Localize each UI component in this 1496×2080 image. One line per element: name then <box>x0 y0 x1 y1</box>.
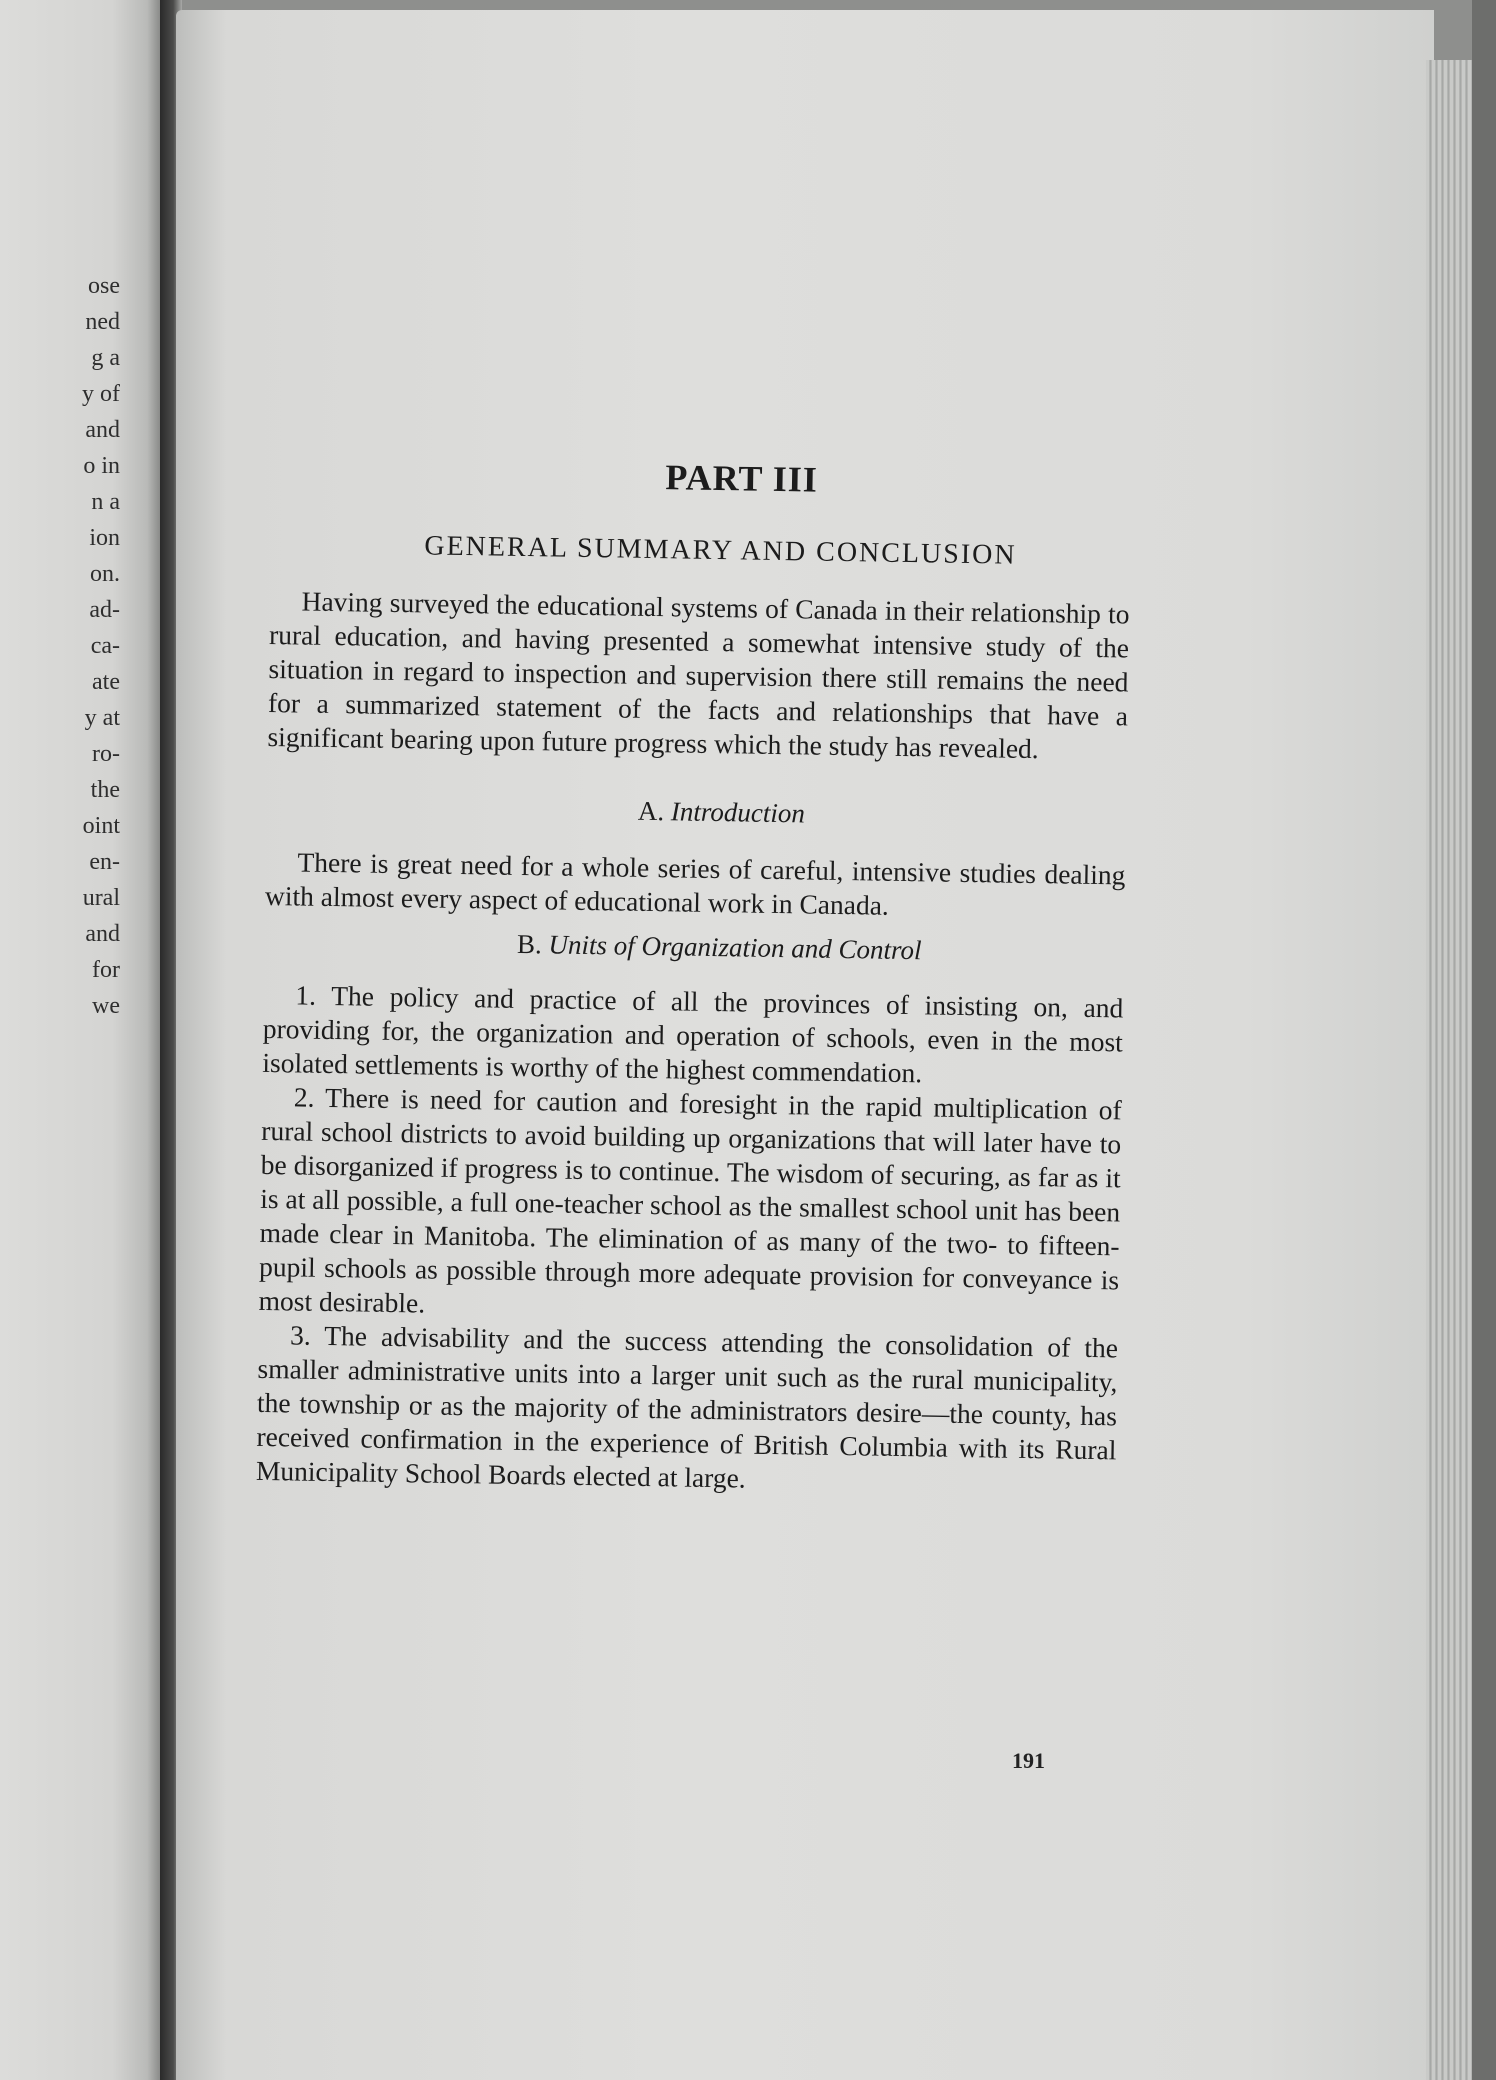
fragment-line: oint <box>82 813 120 839</box>
fragment-line: ca- <box>90 633 120 659</box>
subsection-b-letter: B. <box>516 928 542 960</box>
page-text-block <box>256 450 1132 1501</box>
subsection-a-paragraph: There is great need for a whole series of careful, intensive studies dealing with almost every aspect of educational work in Canada. <box>264 846 1126 921</box>
fragment-line: y at <box>84 705 120 731</box>
fragment-line: on. <box>90 561 120 587</box>
subsection-a-title: Introduction <box>670 796 806 829</box>
fragment-line: n a <box>91 489 120 515</box>
fragment-line: ose <box>88 273 120 299</box>
fragment-line: ro- <box>92 741 120 767</box>
fragment-line: we <box>92 993 120 1019</box>
outer-background <box>1472 0 1496 2080</box>
subsection-a-letter: A. <box>637 795 665 827</box>
fragment-line: and <box>85 417 120 443</box>
part-title: PART III <box>665 457 819 500</box>
numbered-item: 1. The policy and practice of all the provinces of insisting on, and providing for, the organization and operation of schools, even in the most isolated settlements is worthy of the highest commendation. <box>262 979 1124 1089</box>
fragment-line: ural <box>82 885 120 911</box>
left-facing-page <box>0 0 160 2080</box>
subsection-b-title: Units of Organization and Control <box>548 929 922 966</box>
numbered-item: 2. There is need for caution and foresight in the rapid multiplication of rural school districts to avoid building up organizations that will later have to be disorganized if progress is to continue. The wisdom of securing, as far as it is at all possible, a full one-teacher school as the smallest school unit has been made clear in Manitoba. The elimination of as many of the two- to fifteen-pupil schools as possible through more adequate provision for conveyance is most desirable. <box>258 1081 1122 1319</box>
fragment-line: y of <box>82 381 120 407</box>
page-number: 191 <box>1012 1748 1045 1773</box>
fragment-line: ad- <box>89 597 120 623</box>
fragment-line: o in <box>83 453 120 479</box>
page-edges <box>1426 60 1472 2080</box>
fragment-line: and <box>85 921 120 947</box>
subsection-a-heading <box>266 790 1126 835</box>
fragment-line: ned <box>85 309 120 335</box>
numbered-item: 3. The advisability and the success attending the consolidation of the smaller administrative units into a larger unit such as the rural municipality, the township or as the majority of the administrators desire—the county, has received confirmation in the experience of British Columbia with its Rural Municipality School Boards elected at large. <box>255 1319 1119 1494</box>
left-page-text-fragments <box>82 268 120 1024</box>
intro-paragraph: Having surveyed the educational systems of Canada in their relationship to rural education, and having presented a somewhat intensive study of the situation in regard to inspection and supervision there still remains the need for a summarized statement of the facts and relationships that have a significant bearing upon future progress which the study has revealed. <box>267 585 1130 765</box>
fragment-line: the <box>90 777 120 803</box>
fragment-line: for <box>92 957 120 983</box>
subsection-b-heading <box>264 925 1124 970</box>
fragment-line: ion <box>89 525 120 551</box>
fragment-line: g a <box>91 345 120 371</box>
fragment-line: ate <box>92 669 120 695</box>
fragment-line: en- <box>89 849 120 875</box>
section-title: GENERAL SUMMARY AND CONCLUSION <box>424 530 1017 571</box>
